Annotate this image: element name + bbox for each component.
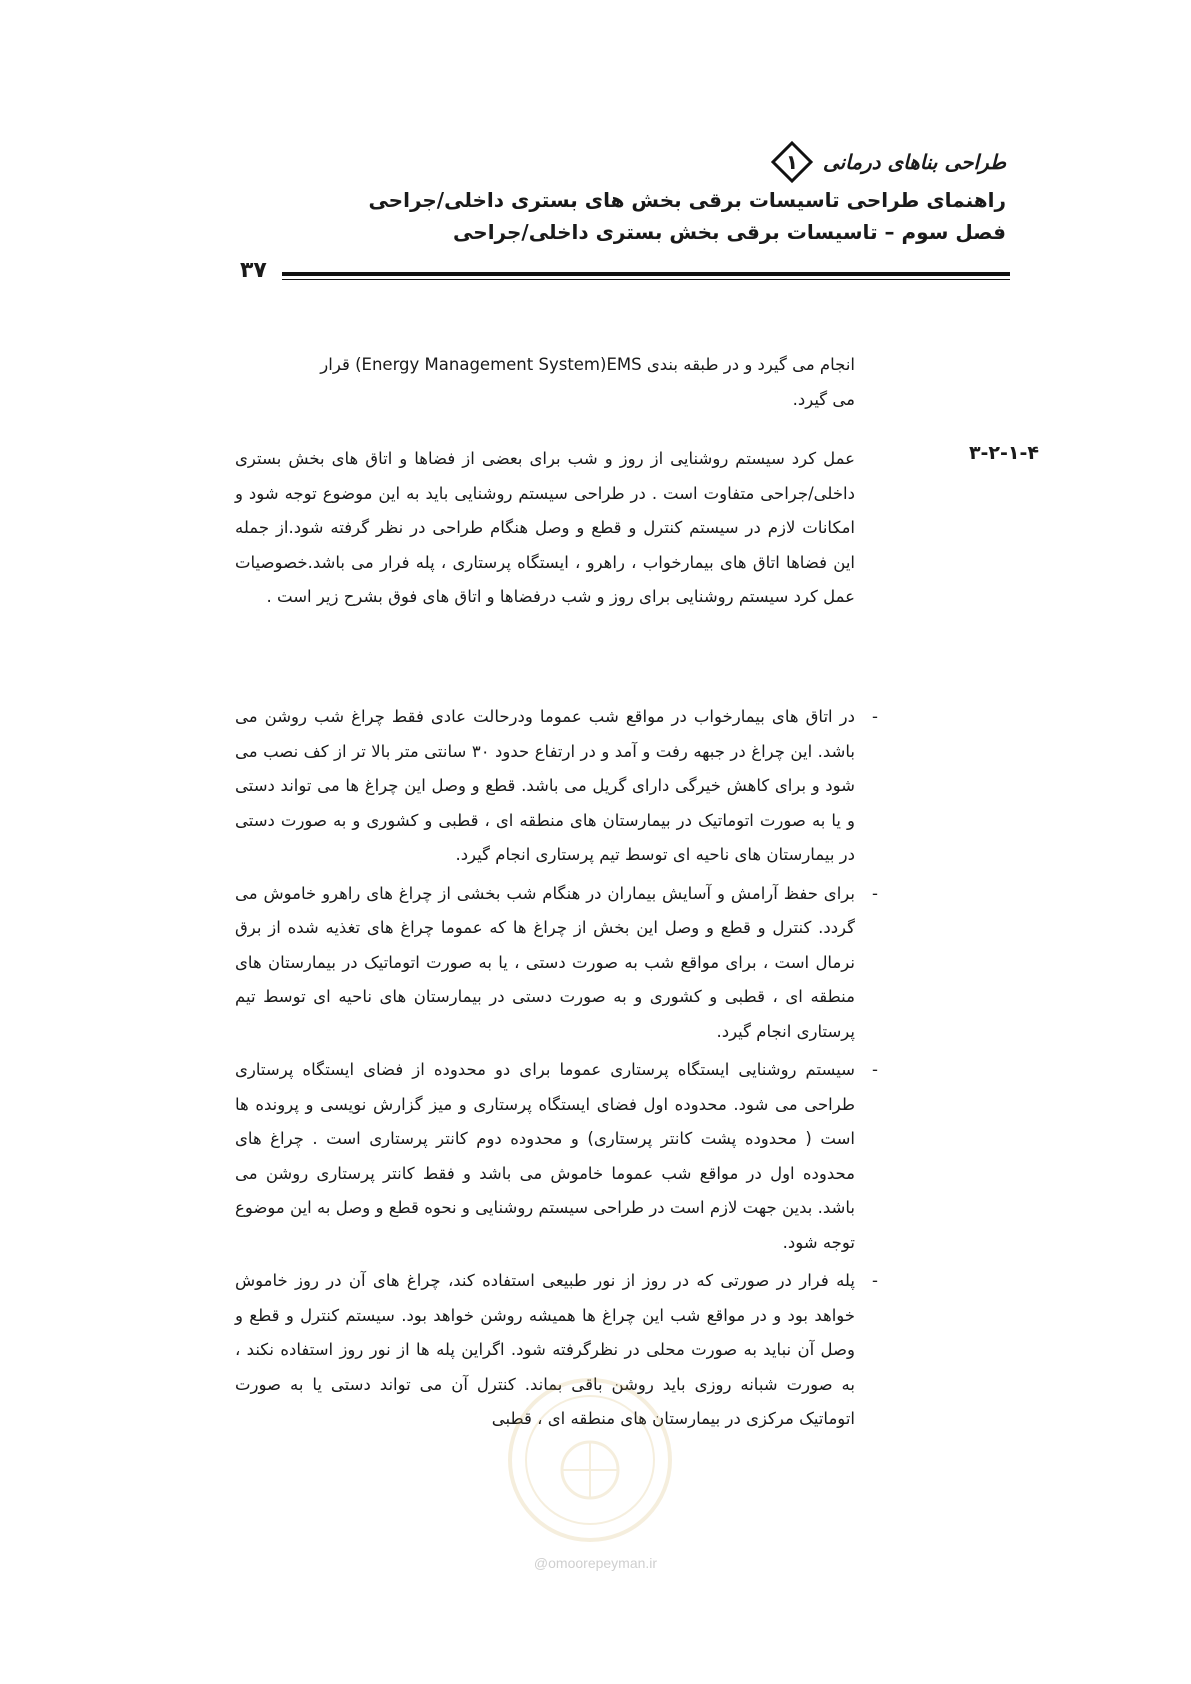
bullet-dash: -	[872, 883, 878, 903]
bullet-text: پله فرار در صورتی که در روز از نور طبیعی استفاده کند، چراغ های آن در روز خاموش خواهد بود و در مواقع شب این چراغ ها همیشه روشن خواهد بود. سیستم کنترل و قطع و وصل آن نباید به صورت محلی در نظرگرفته شود. اگراین پله ها از نور روز استفاده نکند ، به صورت شبانه روزی باید روشن باقی بماند. کنترل آن می تواند دستی یا به صورت اتوماتیک مرکزی در بیمارستان های منطقه ای ، قطبی	[235, 1271, 855, 1428]
series-number-badge	[771, 141, 813, 183]
intro-line2: می گیرد.	[792, 389, 855, 409]
guide-title: راهنمای طراحی تاسیسات برقی بخش های بستری داخلی/جراحی	[368, 188, 1006, 212]
page-header	[306, 140, 1006, 248]
intro-text-before: انجام می گیرد و در طبقه بندی	[641, 355, 855, 374]
bullet-dash: -	[872, 1271, 878, 1290]
list-item	[235, 700, 895, 873]
chapter-title: فصل سوم – تاسیسات برقی بخش بستری داخلی/جراحی	[453, 220, 1006, 244]
bullet-dash: -	[872, 707, 878, 726]
series-number: ۱	[785, 150, 799, 174]
list-item	[235, 1053, 895, 1260]
watermark-text: @omoorepeyman.ir	[533, 1555, 658, 1571]
header-rule	[282, 272, 1010, 280]
intro-ems-term: (Energy Management System)EMS	[355, 355, 642, 374]
section-body: عمل کرد سیستم روشنایی از روز و شب برای بعضی از فضاها و اتاق های بخش بستری داخلی/جراحی متفاوت است . در طراحی سیستم روشنایی باید به این موضوع توجه شود و امکانات لازم در سیستم کنترل و قطع و وصل هنگام طراحی در نظر گرفته شود.از جمله این فضاها اتاق های بیمارخواب ، راهرو ، ایستگاه پرستاری ، پله فرار می باشد.خصوصیات عمل کرد سیستم روشنایی برای روز و شب درفضاها و اتاق های فوق بشرح زیر است .	[235, 449, 855, 606]
bullet-text: در اتاق های بیمارخواب در مواقع شب عموما ودرحالت عادی فقط چراغ شب روشن می باشد. این چراغ در جبهه رفت و آمد و در ارتفاع حدود ۳۰ سانتی متر بالا تر از کف نصب می شود و برای کاهش خیرگی دارای گریل می باشد. قطع و وصل این چراغ ها می تواند دستی و یا به صورت اتوماتیک در بیمارستان های منطقه ای ، قطبی و کشوری و به صورت دستی در بیمارستان های ناحیه ای توسط تیم پرستاری انجام گیرد.	[235, 707, 855, 864]
bullet-list	[235, 700, 895, 1441]
list-item	[235, 877, 895, 1050]
intro-text-after: قرار	[320, 355, 356, 374]
series-title: طراحی بناهای درمانی	[822, 150, 1006, 174]
series-line	[306, 140, 1006, 184]
bullet-text: سیستم روشنایی ایستگاه پرستاری عموما برای دو محدوده از فضای ایستگاه پرستاری طراحی می شود. محدوده اول فضای ایستگاه پرستاری و میز گزارش نویسی و پرونده ها است ( محدوده پشت کانتر پرستاری) و محدوده دوم کانتر پرستاری است . چراغ های محدوده اول در مواقع شب عموما خاموش می باشد و فقط کانتر پرستاری روشن می باشد. بدین جهت لازم است در طراحی سیستم روشنایی و نحوه قطع و وصل به این موضوع توجه شود.	[235, 1060, 855, 1252]
bullet-dash: -	[872, 1060, 878, 1079]
intro-paragraph	[235, 348, 855, 417]
section-number: ۳-۲-۱-۴	[968, 442, 1039, 464]
watermark-seal-icon	[505, 1375, 675, 1545]
page-number: ۳۷	[240, 258, 267, 283]
bullet-text: برای حفظ آرامش و آسایش بیماران در هنگام شب بخشی از چراغ های راهرو خاموش می گردد. کنترل و قطع و وصل این بخش از چراغ ها که عموما چراغ های تغذیه شده از برق نرمال است ، برای مواقع شب به صورت دستی ، یا به صورت اتوماتیک در بیمارستان های منطقه ای ، قطبی و کشوری و به صورت دستی در بیمارستان های ناحیه ای توسط تیم پرستاری انجام گیرد.	[235, 883, 855, 1041]
